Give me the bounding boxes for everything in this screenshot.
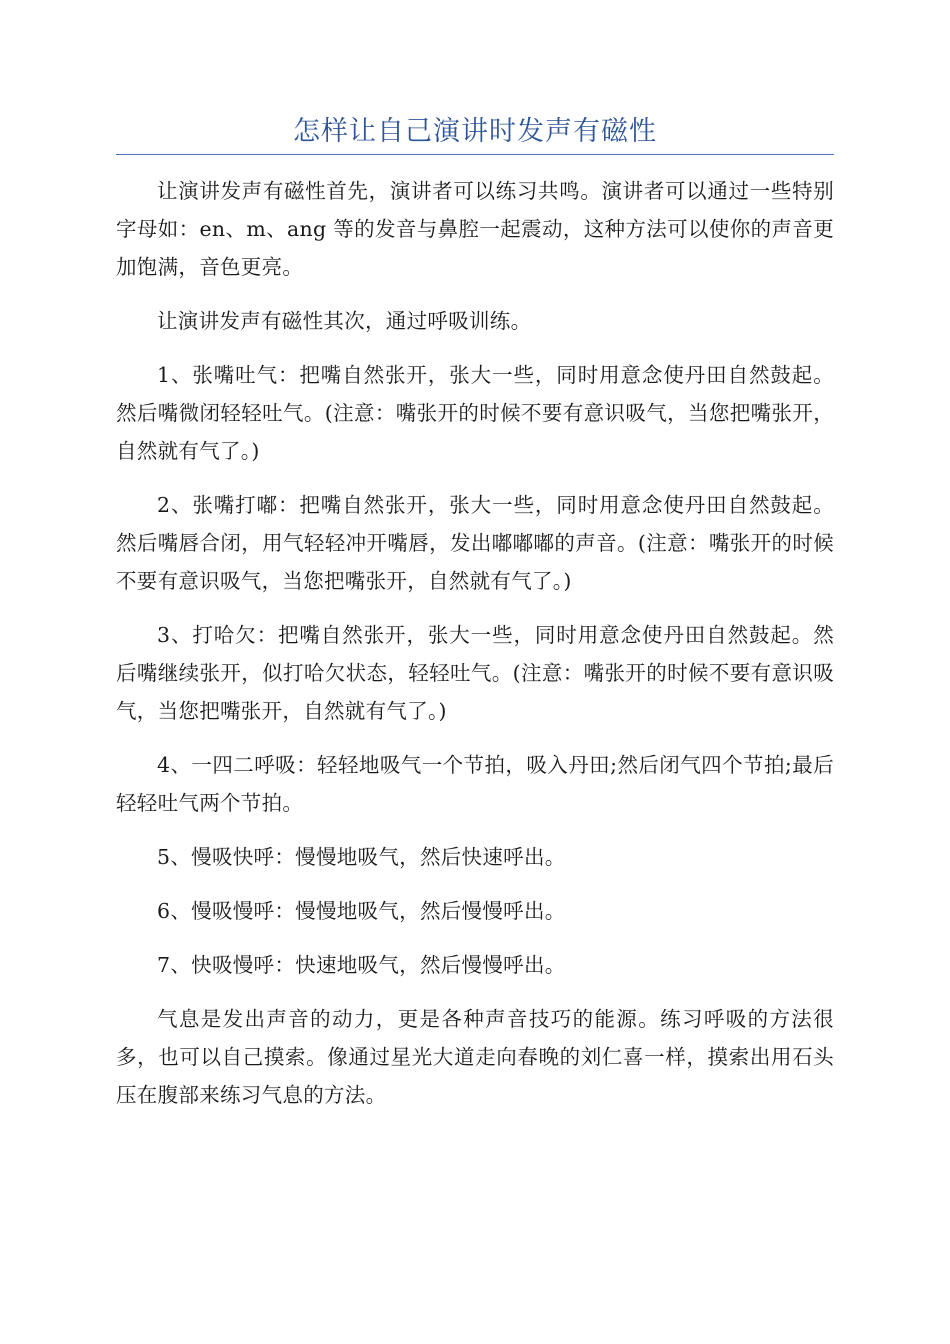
paragraph-conclusion: 气息是发出声音的动力，更是各种声音技巧的能源。练习呼吸的方法很多，也可以自己摸索。像通过星光大道走向春晚的刘仁喜一样，摸索出用石头压在腹部来练习气息的方法。 bbox=[116, 1007, 834, 1107]
paragraph-breathing-intro: 让演讲发声有磁性其次，通过呼吸训练。 bbox=[157, 309, 532, 333]
list-item-open-mouth-exhale: 1、张嘴吐气：把嘴自然张开，张大一些，同时用意念使丹田自然鼓起。然后嘴微闭轻轻吐气。(注意：嘴张开的时候不要有意识吸气，当您把嘴张开，自然就有气了。) bbox=[116, 363, 834, 463]
document-title: 怎样让自己演讲时发声有磁性 bbox=[293, 116, 657, 147]
list-item-slow-in-slow-out: 6、慢吸慢呼：慢慢地吸气，然后慢慢呼出。 bbox=[157, 899, 566, 923]
list-item-fast-in-slow-out: 7、快吸慢呼：快速地吸气，然后慢慢呼出。 bbox=[157, 953, 566, 977]
list-item-slow-in-fast-out: 5、慢吸快呼：慢慢地吸气，然后快速呼出。 bbox=[157, 845, 566, 869]
list-item-yawn: 3、打哈欠：把嘴自然张开，张大一些，同时用意念使丹田自然鼓起。然后嘴继续张开，似打哈欠状态，轻轻吐气。(注意：嘴张开的时候不要有意识吸气，当您把嘴张开，自然就有气了。) bbox=[116, 623, 834, 723]
document-body bbox=[116, 172, 834, 1130]
paragraph-resonance: 让演讲发声有磁性首先，演讲者可以练习共鸣。演讲者可以通过一些特别字母如：en、m、ang 等的发音与鼻腔一起震动，这种方法可以使你的声音更加饱满，音色更亮。 bbox=[116, 179, 834, 279]
list-item-142-breathing: 4、一四二呼吸：轻轻地吸气一个节拍，吸入丹田;然后闭气四个节拍;最后轻轻吐气两个节拍。 bbox=[116, 753, 834, 815]
list-item-open-mouth-lip-trill: 2、张嘴打嘟：把嘴自然张开，张大一些，同时用意念使丹田自然鼓起。然后嘴唇合闭，用气轻轻冲开嘴唇，发出嘟嘟嘟的声音。(注意：嘴张开的时候不要有意识吸气，当您把嘴张开，自然就有气了。) bbox=[116, 493, 834, 593]
title-underline bbox=[116, 154, 834, 155]
